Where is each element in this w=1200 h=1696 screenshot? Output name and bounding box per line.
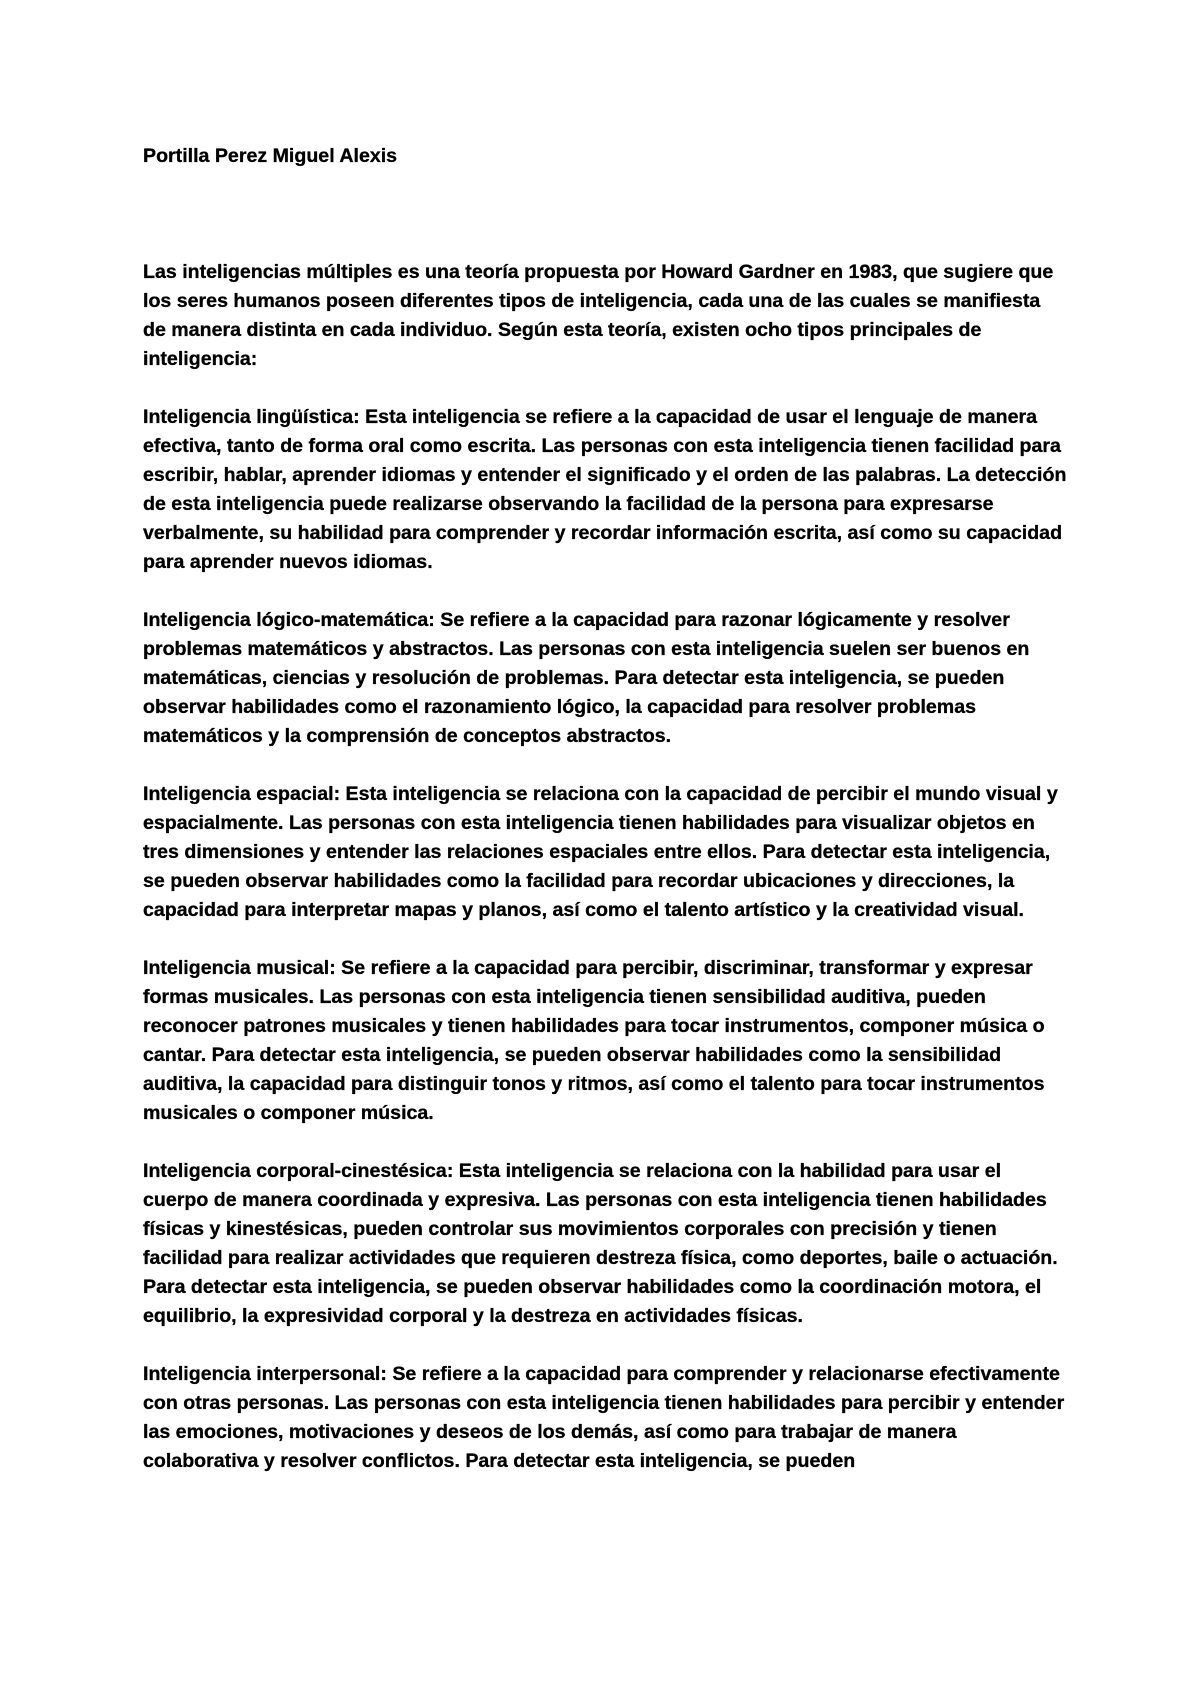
paragraph-musical: Inteligencia musical: Se refiere a la capacidad para percibir, discriminar, transformar y expresar formas musicales. Las personas con esta inteligencia tienen sensibilidad auditiva, pueden reconocer patrones musicales y tienen habilidades para tocar instrumentos, componer música o cantar. Para detectar esta inteligencia, se pueden observar habilidades como la sensibilidad auditiva, la capacidad para distinguir tonos y ritmos, así como el talento para tocar instrumentos musicales o componer música. xyxy=(143,957,1045,1124)
paragraph-linguistic: Inteligencia lingüística: Esta inteligencia se refiere a la capacidad de usar el lenguaje de manera efectiva, tanto de forma oral como escrita. Las personas con esta inteligencia tienen facilidad para escribir, hablar, aprender idiomas y entender el significado y el orden de las palabras. La detección de esta inteligencia puede realizarse observando la facilidad de la persona para expresarse verbalmente, su habilidad para comprender y recordar información escrita, así como su capacidad para aprender nuevos idiomas. xyxy=(143,406,1067,573)
paragraph-logical-mathematical: Inteligencia lógico-matemática: Se refiere a la capacidad para razonar lógicamente y resolver problemas matemáticos y abstractos. Las personas con esta inteligencia suelen ser buenos en matemáticas, ciencias y resolución de problemas. Para detectar esta inteligencia, se pueden observar habilidades como el razonamiento lógico, la capacidad para resolver problemas matemáticos y la comprensión de conceptos abstractos. xyxy=(143,609,1030,747)
paragraph-bodily-kinesthetic: Inteligencia corporal-cinestésica: Esta inteligencia se relaciona con la habilidad para usar el cuerpo de manera coordinada y expresiva. Las personas con esta inteligencia tienen habilidades físicas y kinestésicas, pueden controlar sus movimientos corporales con precisión y tienen facilidad para realizar actividades que requieren destreza física, como deportes, baile o actuación. Para detectar esta inteligencia, se pueden observar habilidades como la coordinación motora, el equilibrio, la expresividad corporal y la destreza en actividades físicas. xyxy=(143,1160,1058,1327)
paragraph-interpersonal: Inteligencia interpersonal: Se refiere a la capacidad para comprender y relacionarse efectivamente con otras personas. Las personas con esta inteligencia tienen habilidades para percibir y entender las emociones, motivaciones y deseos de los demás, así como para trabajar de manera colaborativa y resolver conflictos. Para detectar esta inteligencia, se pueden xyxy=(143,1363,1065,1472)
author-name: Portilla Perez Miguel Alexis xyxy=(143,145,398,167)
paragraph-intro: Las inteligencias múltiples es una teoría propuesta por Howard Gardner en 1983, que sugiere que los seres humanos poseen diferentes tipos de inteligencia, cada una de las cuales se manifiesta de manera distinta en cada individuo. Según esta teoría, existen ocho tipos principales de inteligencia: xyxy=(143,261,1054,370)
document-body xyxy=(143,142,1068,1476)
paragraph-spatial: Inteligencia espacial: Esta inteligencia se relaciona con la capacidad de percibir el mundo visual y espacialmente. Las personas con esta inteligencia tienen habilidades para visualizar objetos en tres dimensiones y entender las relaciones espaciales entre ellos. Para detectar esta inteligencia, se pueden observar habilidades como la facilidad para recordar ubicaciones y direcciones, la capacidad para interpretar mapas y planos, así como el talento artístico y la creatividad visual. xyxy=(143,783,1058,921)
